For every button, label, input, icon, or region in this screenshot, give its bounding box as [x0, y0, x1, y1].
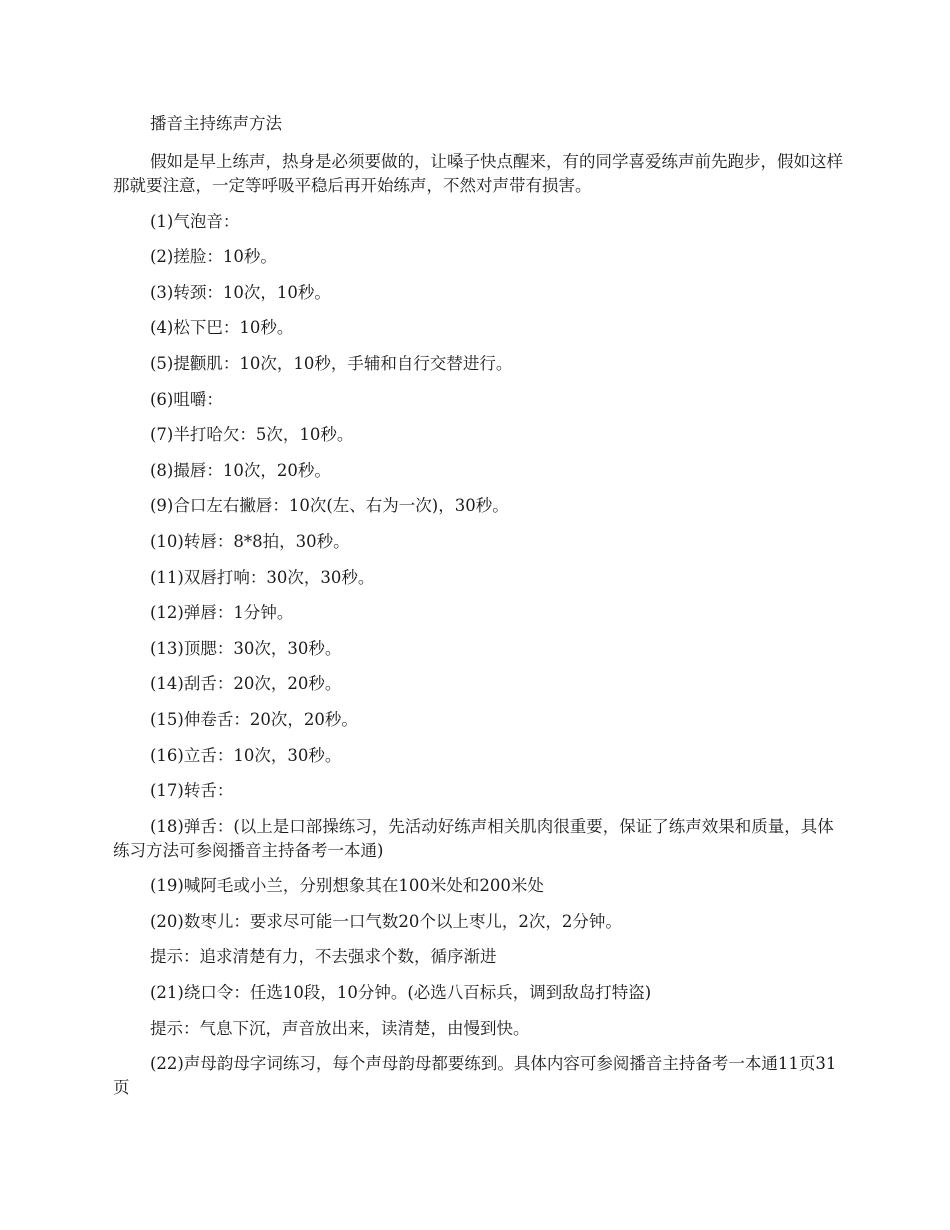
step-5: (5)提颧肌：10次，10秒，手辅和自行交替进行。 — [150, 353, 513, 373]
step-15: (15)伸卷舌：20次，20秒。 — [150, 709, 358, 729]
step-14: (14)刮舌：20次，20秒。 — [150, 674, 342, 694]
step-2: (2)搓脸：10秒。 — [150, 247, 277, 267]
tip-1: 提示：追求清楚有力，不去强求个数，循序渐进 — [150, 947, 497, 967]
step-9: (9)合口左右撇唇：10次(左、右为一次)，30秒。 — [150, 496, 509, 516]
step-17: (17)转舌： — [150, 781, 234, 801]
step-12: (12)弹唇：1分钟。 — [150, 603, 294, 623]
step-7: (7)半打哈欠：5次，10秒。 — [150, 425, 354, 445]
step-18: (18)弹舌：(以上是口部操练习，先活动好练声相关肌肉很重要，保证了练声效果和质量，具体练习方法可参阅播音主持备考一本通) — [113, 816, 834, 860]
document-page — [113, 112, 843, 1112]
step-13: (13)顶腮：30次，30秒。 — [150, 638, 342, 658]
step-8: (8)撮唇：10次，20秒。 — [150, 460, 331, 480]
step-22: (22)声母韵母字词练习，每个声母韵母都要练到。具体内容可参阅播音主持备考一本通11页31页 — [113, 1054, 837, 1098]
step-6: (6)咀嚼： — [150, 389, 223, 409]
tip-2: 提示：气息下沉，声音放出来，读清楚，由慢到快。 — [150, 1018, 530, 1038]
step-19: (19)喊阿毛或小兰，分别想象其在100米处和200米处 — [150, 876, 544, 896]
step-16: (16)立舌：10次，30秒。 — [150, 745, 342, 765]
document-title: 播音主持练声方法 — [150, 114, 282, 133]
step-21: (21)绕口令：任选10段，10分钟。(必选八百标兵，调到敌岛打特盗) — [150, 983, 652, 1003]
step-1: (1)气泡音： — [150, 211, 240, 231]
intro-paragraph: 假如是早上练声，热身是必须要做的，让嗓子快点醒来，有的同学喜爱练声前先跑步，假如这样那就要注意，一定等呼吸平稳后再开始练声，不然对声带有损害。 — [113, 152, 843, 195]
step-10: (10)转唇：8*8拍，30秒。 — [150, 531, 350, 551]
step-20: (20)数枣儿：要求尽可能一口气数20个以上枣儿，2次，2分钟。 — [150, 911, 622, 931]
step-4: (4)松下巴：10秒。 — [150, 318, 294, 338]
step-3: (3)转颈：10次，10秒。 — [150, 282, 331, 302]
step-11: (11)双唇打响：30次，30秒。 — [150, 567, 375, 587]
